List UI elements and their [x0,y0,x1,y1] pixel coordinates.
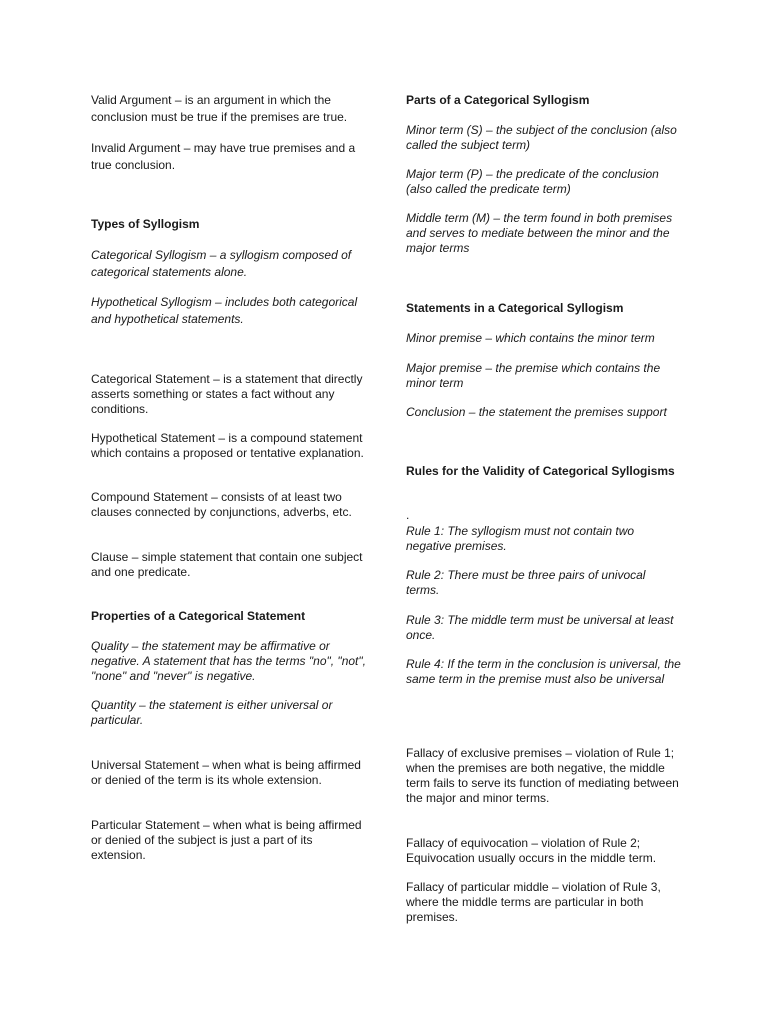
minor-term-definition: Minor term (S) – the subject of the conclusion (also called the subject term) [406,123,677,152]
minor-premise-definition: Minor premise – which contains the minor term [406,331,655,345]
compound-statement-definition: Compound Statement – consists of at least two clauses connected by conjunctions, adverbs, etc. [91,490,352,519]
major-premise-definition: Major premise – the premise which contains the minor term [406,361,661,390]
rule-3: Rule 3: The middle term must be universal at least once. [406,613,674,642]
categorical-statement-definition: Categorical Statement – is a statement that directly asserts something or states a fact without any conditions. [91,372,363,416]
rule-2: Rule 2: There must be three pairs of univocal terms. [406,568,646,597]
major-term-definition: Major term (P) – the predicate of the conclusion (also called the predicate term) [406,167,659,196]
categorical-syllogism-definition: Categorical Syllogism – a syllogism composed of categorical statements alone. [91,248,352,279]
properties-heading: Properties of a Categorical Statement [91,609,306,623]
hypothetical-syllogism-definition: Hypothetical Syllogism – includes both categorical and hypothetical statements. [91,295,358,326]
clause-definition: Clause – simple statement that contain one subject and one predicate. [91,550,363,579]
fallacy-particular-middle: Fallacy of particular middle – violation of Rule 3, where the middle terms are particular in both premises. [406,880,661,924]
universal-statement-definition: Universal Statement – when what is being affirmed or denied of the term is its whole extension. [91,758,361,787]
rules-heading: Rules for the Validity of Categorical Syllogisms [406,464,675,478]
conclusion-definition: Conclusion – the statement the premises support [406,405,667,419]
quality-definition: Quality – the statement may be affirmative or negative. A statement that has the terms "no", "not", "none" and "never" is negative. [91,639,366,683]
parts-heading: Parts of a Categorical Syllogism [406,93,590,107]
particular-statement-definition: Particular Statement – when what is being affirmed or denied of the subject is just a part of its extension. [91,818,362,862]
valid-argument-definition: Valid Argument – is an argument in which the conclusion must be true if the premises are true. [91,93,348,124]
rule-4: Rule 4: If the term in the conclusion is universal, the same term in the premise must also be universal [406,657,681,686]
middle-term-definition: Middle term (M) – the term found in both premises and serves to mediate between the minor and the major terms [406,211,673,255]
fallacy-equivocation: Fallacy of equivocation – violation of Rule 2; Equivocation usually occurs in the middle term. [406,836,657,865]
statements-heading: Statements in a Categorical Syllogism [406,301,624,315]
types-of-syllogism-heading: Types of Syllogism [91,217,200,231]
rule-1: Rule 1: The syllogism must not contain two negative premises. [406,524,635,553]
invalid-argument-definition: Invalid Argument – may have true premises and a true conclusion. [91,141,356,172]
fallacy-exclusive-premises: Fallacy of exclusive premises – violation of Rule 1; when the premises are both negative, the middle term fails to serve its function of mediating between the major and minor terms. [406,746,679,805]
hypothetical-statement-definition: Hypothetical Statement – is a compound statement which contains a proposed or tentative explanation. [91,431,364,460]
quantity-definition: Quantity – the statement is either universal or particular. [91,698,333,727]
stray-dot: . [406,508,410,522]
